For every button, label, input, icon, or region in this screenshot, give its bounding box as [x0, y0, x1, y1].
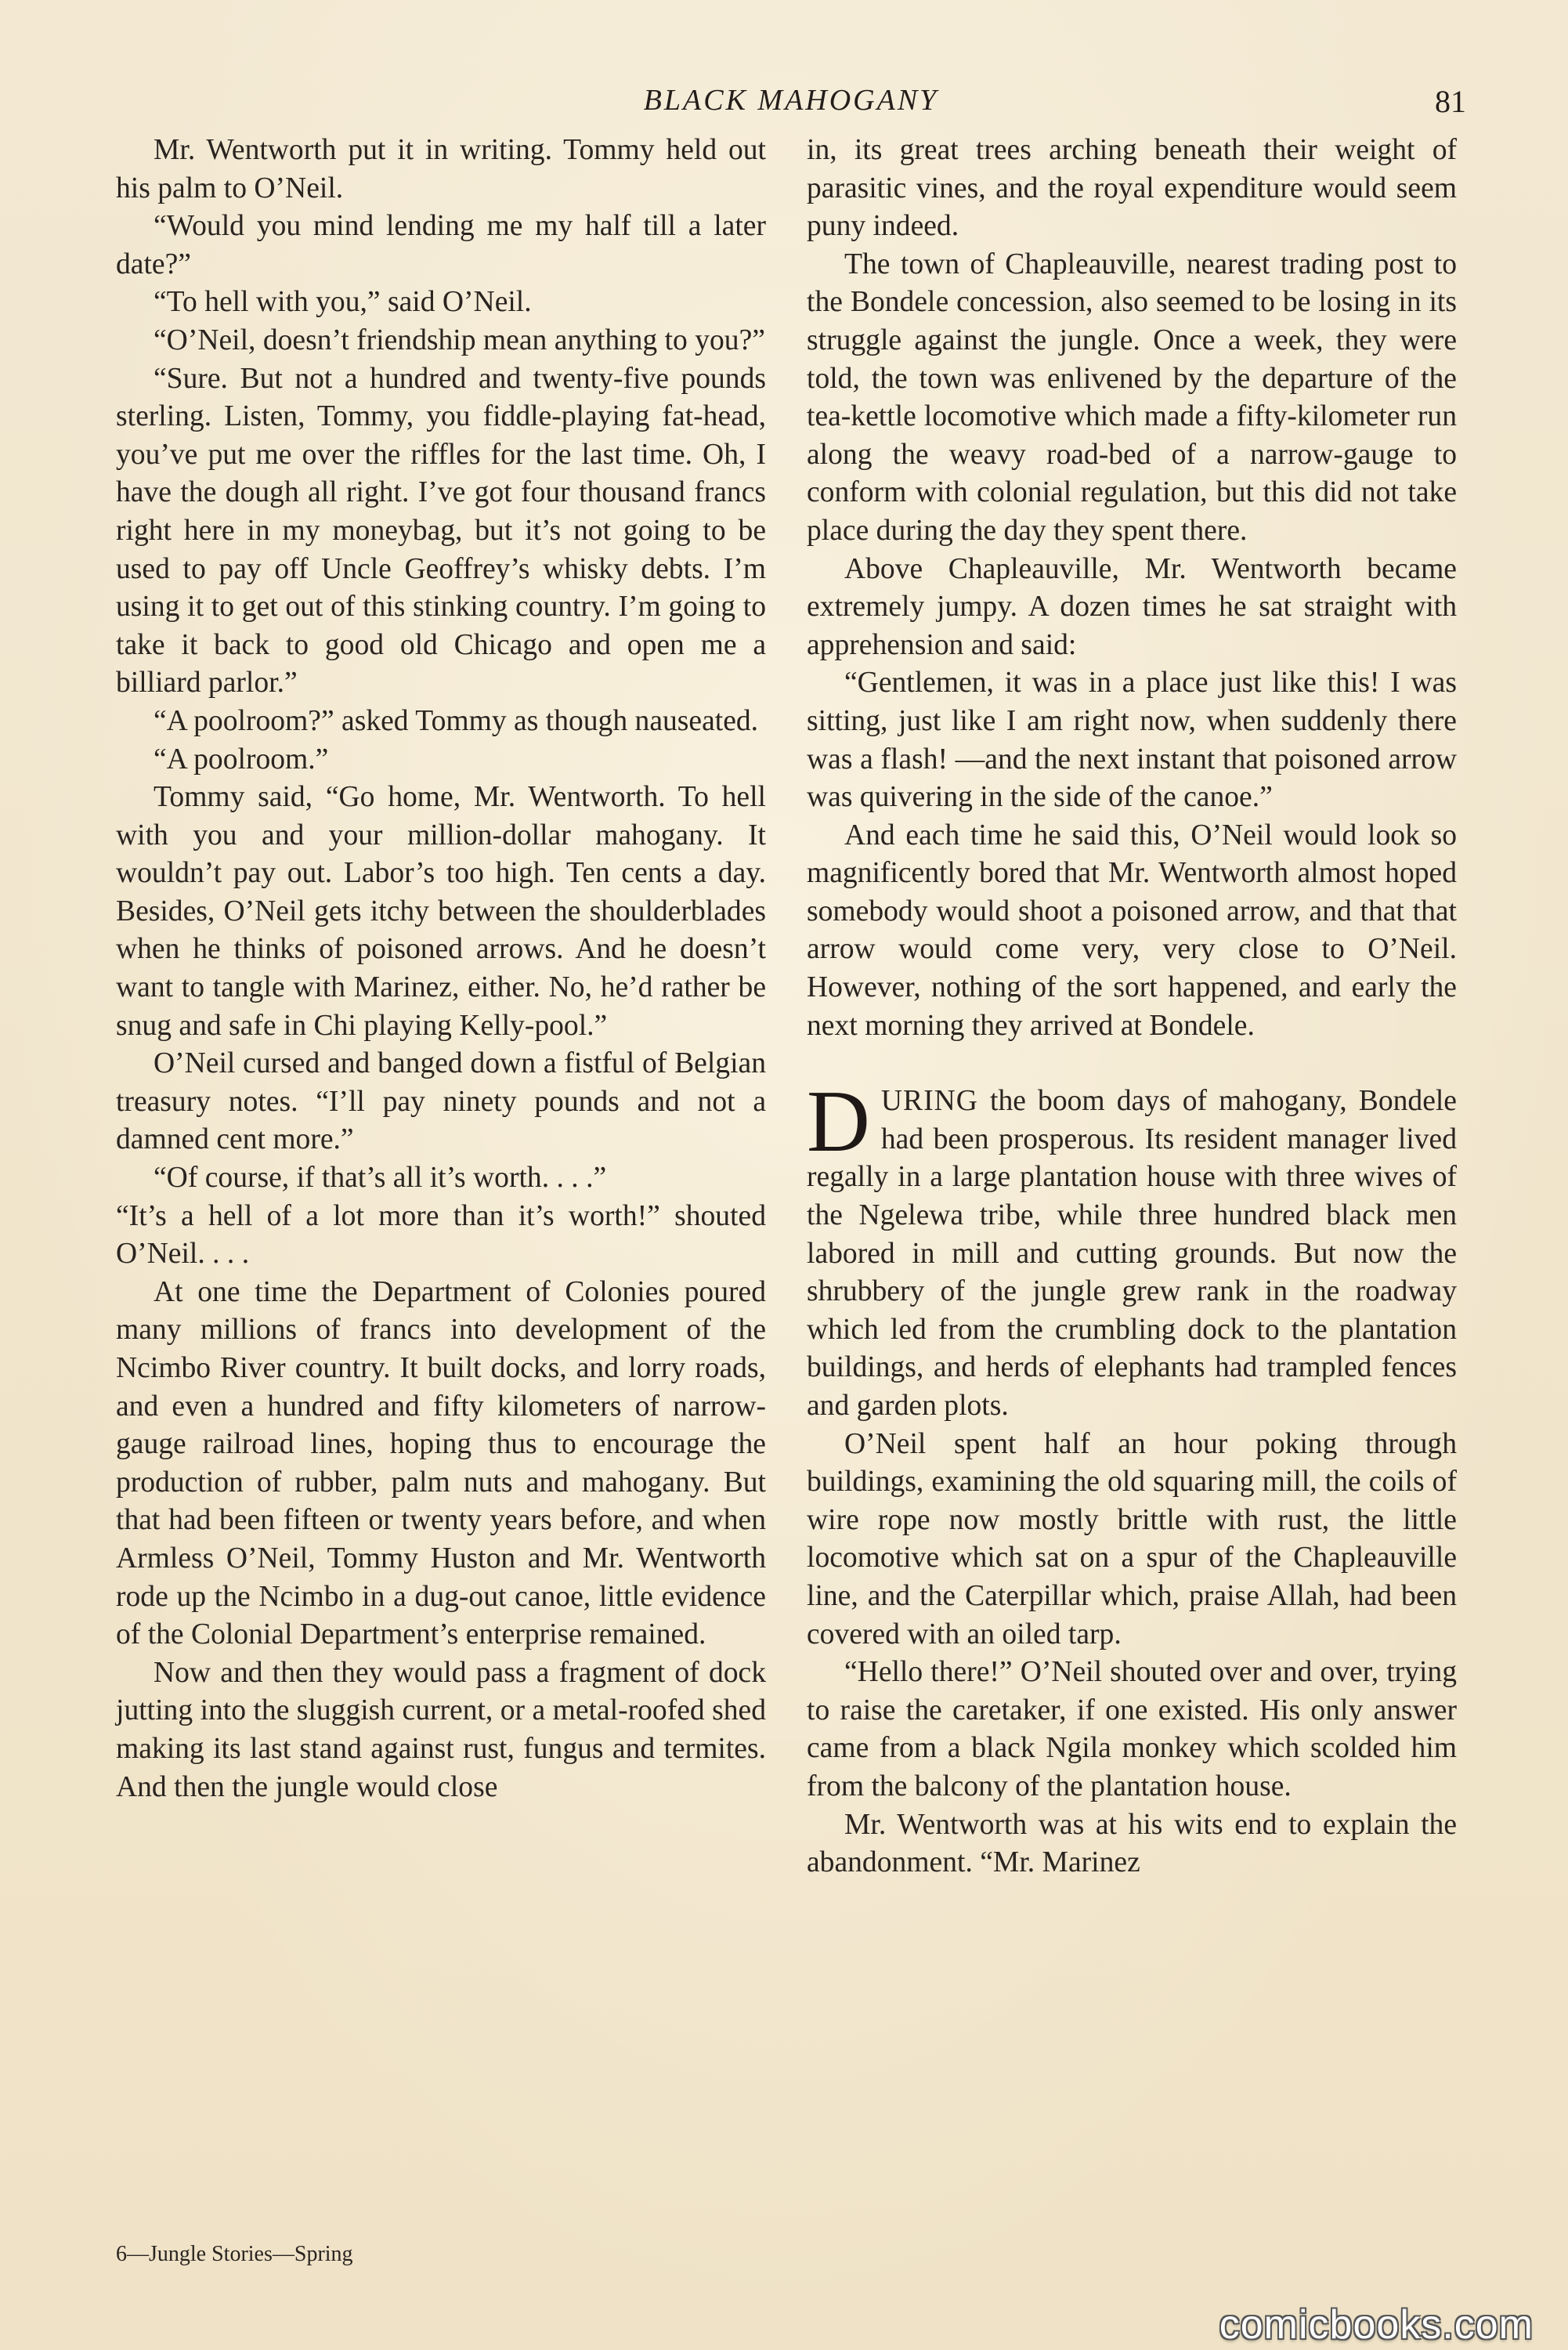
paragraph: Mr. Wentworth put it in writing. Tommy held out his palm to O’Neil.: [116, 134, 766, 204]
paragraph: Tommy said, “Go home, Mr. Wentworth. To hell with you and your million-dollar mahogany. It wouldn’t pay out. Labor’s too high. Ten cents a day. Besides, O’Neil gets itchy between the shoulderblades when he thinks of poisoned arrows. And he doesn’t want to tangle with Marinez, either. No, he’d rather be snug and safe in Chi playing Kelly-pool.”: [116, 781, 766, 1042]
page-footer: 6—Jungle Stories—Spring: [116, 2242, 353, 2266]
drop-cap: D: [807, 1073, 870, 1171]
running-title: BLACK MAHOGANY: [643, 84, 939, 117]
paragraph: At one time the Department of Colonies poured many millions of francs into development of the Ncimbo River country. It built docks, and lorry roads, and even a hundred and fifty kilometers of narrow-gauge railroad lines, hoping thus to encourage the production of rubber, palm nuts and mahogany. But that had been fifteen or twenty years before, and when Armless O’Neil, Tommy Huston and Mr. Wentworth rode up the Ncimbo in a dug-out canoe, little evidence of the Colonial Department’s enterprise remained.: [116, 1275, 766, 1651]
paragraph: “It’s a hell of a lot more than it’s worth!” shouted O’Neil. . . .: [116, 1199, 766, 1271]
page-number: 81: [1435, 84, 1466, 119]
paragraph: “Would you mind lending me my half till a later date?”: [116, 210, 766, 280]
paragraph: The town of Chapleauville, nearest trading post to the Bondele concession, also seemed to be losing in its struggle against the jungle. Once a week, they were told, the town was enlivened by the departure of the tea-kettle locomotive which made a fifty-kilometer run along the weavy road-bed of a narrow-gauge to conform with colonial regulation, but this did not take place during the day they spent there.: [807, 248, 1457, 547]
paragraph: “Of course, if that’s all it’s worth. . . .”: [154, 1162, 607, 1195]
paragraph-text: the boom days of mahogany, Bondele had been prosperous. Its resident manager lived regally in a large plantation house with three wives of the Ngelewa tribe, while three hundred black men labored in mill and cutting grounds. But now the shrubbery of the jungle grew rank in the roadway which led from the crumbling dock to the plantation buildings, and herds of elephants had trampled fences and garden plots.: [807, 1085, 1457, 1422]
section-opening-paragraph: [807, 1073, 1457, 1425]
right-column: [807, 132, 1457, 1882]
paragraph: “A poolroom.”: [154, 743, 329, 776]
paragraph: Above Chapleauville, Mr. Wentworth became extremely jumpy. A dozen times he sat straight with apprehension and said:: [807, 552, 1457, 661]
paragraph: Mr. Wentworth was at his wits end to explain the abandonment. “Mr. Marinez: [807, 1808, 1457, 1879]
paragraph: And each time he said this, O’Neil would look so magnificently bored that Mr. Wentworth almost hoped somebody would shoot a poisoned arrow, and that that arrow would come very, very close to O’Neil. However, nothing of the sort happened, and early the next morning they arrived at Bondele.: [807, 819, 1457, 1042]
paragraph: in, its great trees arching beneath their weight of parasitic vines, and the royal expenditure would seem puny indeed.: [807, 134, 1457, 243]
left-column: [116, 132, 766, 1806]
paragraph: “Sure. But not a hundred and twenty-five pounds sterling. Listen, Tommy, you fiddle-playing fat-head, you’ve put me over the riffles for the last time. Oh, I have the dough all right. I’ve got four thousand francs right here in my moneybag, but it’s not going to be used to pay off Uncle Geoffrey’s whisky debts. I’m using it to get out of this stinking country. I’m going to take it back to good old Chicago and open me a billiard parlor.”: [116, 362, 766, 700]
paragraph: Now and then they would pass a fragment of dock jutting into the sluggish current, or a metal-roofed shed making its last stand against rust, fungus and termites. And then the jungle would close: [116, 1656, 766, 1803]
paragraph: “Gentlemen, it was in a place just like this! I was sitting, just like I am right now, when suddenly there was a flash! —and the next instant that poisoned arrow was quivering in the side of the canoe.”: [807, 667, 1457, 814]
section-break: [807, 1045, 1457, 1083]
site-watermark: comicbooks.com: [1219, 2302, 1534, 2348]
paragraph: “O’Neil, doesn’t friendship mean anything to you?”: [154, 324, 765, 356]
paragraph: “To hell with you,” said O’Neil.: [154, 286, 532, 319]
paragraph: “A poolroom?” asked Tommy as though nauseated.: [154, 704, 759, 737]
paragraph: O’Neil cursed and banged down a fistful of Belgian treasury notes. “I’ll pay ninety pounds and not a damned cent more.”: [116, 1047, 766, 1156]
opening-caps: URING: [880, 1085, 978, 1118]
page-header: [0, 83, 1568, 130]
paragraph: O’Neil spent half an hour poking through buildings, examining the old squaring mill, the coils of wire rope now mostly brittle with rust, the little locomotive which sat on a spur of the Chapleauville line, and the Caterpillar which, praise Allah, had been covered with an oiled tarp.: [807, 1427, 1457, 1650]
paragraph: “Hello there!” O’Neil shouted over and over, trying to raise the caretaker, if one existed. His only answer came from a black Ngila monkey which scolded him from the balcony of the plantation house.: [807, 1656, 1457, 1802]
